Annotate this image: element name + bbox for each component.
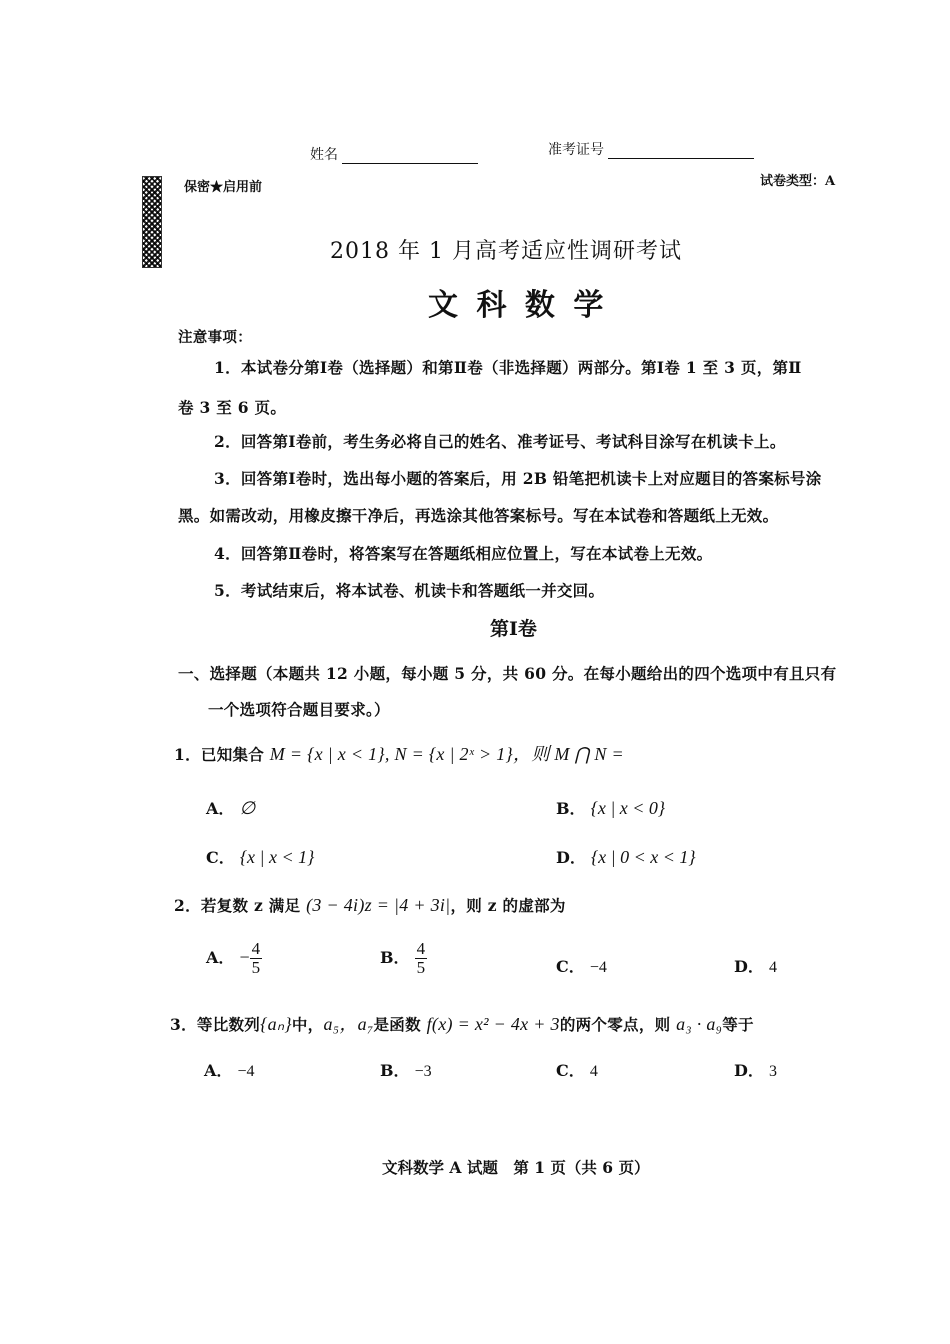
page-footer: 文科数学 A 试题 第 1 页（共 6 页）: [382, 1158, 650, 1177]
q2-option-b[interactable]: B． $\frac{4}{5}$: [380, 939, 426, 977]
name-field: [310, 144, 478, 164]
note-4: 4．回答第Ⅱ卷时，将答案写在答题纸相应位置上，写在本试卷上无效。: [214, 544, 713, 563]
section-instruction-1: 一、选择题（本题共 12 小题，每小题 5 分，共 60 分。在每小题给出的四个选项中有且只有: [178, 664, 837, 683]
id-blank[interactable]: [608, 144, 754, 159]
name-label: 姓名: [310, 147, 338, 163]
paper-type: 试卷类型：A: [760, 174, 836, 189]
note-3-cont: 黑。如需改动，用橡皮擦干净后，再选涂其他答案标号。写在本试卷和答题纸上无效。: [178, 506, 779, 525]
q3-option-b[interactable]: B． −3: [380, 1061, 432, 1080]
confidential-label: 保密★启用前: [184, 180, 263, 195]
q1-option-b[interactable]: B． {x | x < 0}: [556, 798, 666, 818]
q3-option-d[interactable]: D． 3: [734, 1061, 777, 1080]
section-title: 第Ⅰ卷: [490, 618, 537, 640]
q2-formula: (3 − 4i)z = |4 + 3i|: [306, 895, 451, 915]
q3-number: 3．: [170, 1015, 197, 1034]
id-label: 准考证号: [548, 142, 604, 158]
q2-option-a[interactable]: A． − $\frac{4}{5}$: [206, 939, 261, 977]
q1-number: 1．: [174, 745, 201, 764]
subject-title: 文 科 数 学: [428, 288, 608, 323]
q3-option-c[interactable]: C． 4: [556, 1061, 598, 1080]
exam-title: 2018 年 1 月高考适应性调研考试: [330, 239, 682, 264]
q1-text: 已知集合: [200, 745, 265, 764]
q1-option-a[interactable]: A． ∅: [206, 798, 256, 818]
question-2: [174, 894, 566, 916]
side-stamp: [142, 176, 162, 268]
q2-text: 若复数 z 满足: [200, 896, 301, 915]
note-3: 3．回答第Ⅰ卷时，选出每小题的答案后，用 2B 铅笔把机读卡上对应题目的答案标号涂: [214, 469, 822, 488]
notes-heading: 注意事项：: [178, 329, 252, 346]
q1-option-d[interactable]: D． {x | 0 < x < 1}: [556, 847, 696, 867]
question-1: [174, 740, 624, 766]
name-blank[interactable]: [342, 149, 478, 164]
q2-text-post: ，则 z 的虚部为: [450, 896, 566, 915]
note-1: 1．本试卷分第Ⅰ卷（选择题）和第Ⅱ卷（非选择题）两部分。第Ⅰ卷 1 至 3 页，第Ⅱ: [214, 358, 802, 377]
q1-text-post: ，则 M ⋂ N =: [513, 744, 624, 764]
note-2: 2．回答第Ⅰ卷前，考生务必将自己的姓名、准考证号、考试科目涂写在机读卡上。: [214, 432, 786, 451]
q1-option-c[interactable]: C． {x | x < 1}: [206, 847, 315, 867]
q3-option-a[interactable]: A． −4: [204, 1061, 255, 1080]
section-instruction-2: 一个选项符合题目要求。）: [208, 700, 390, 719]
q2-option-c[interactable]: C． −4: [556, 957, 607, 976]
note-1-cont: 卷 3 至 6 页。: [178, 398, 287, 417]
q1-formula: M = {x | x < 1}, N = {x | 2ˣ > 1}: [269, 744, 514, 764]
note-5: 5．考试结束后，将本试卷、机读卡和答题纸一并交回。: [214, 581, 605, 600]
q2-option-d[interactable]: D． 4: [734, 957, 777, 976]
id-field: [548, 139, 754, 159]
q2-number: 2．: [174, 896, 201, 915]
question-3: 3．等比数列{aₙ}中，a₅，a₇是函数 f(x) = x² − 4x + 3的两个零点，则 a₃ · a₉等于: [170, 1014, 754, 1034]
